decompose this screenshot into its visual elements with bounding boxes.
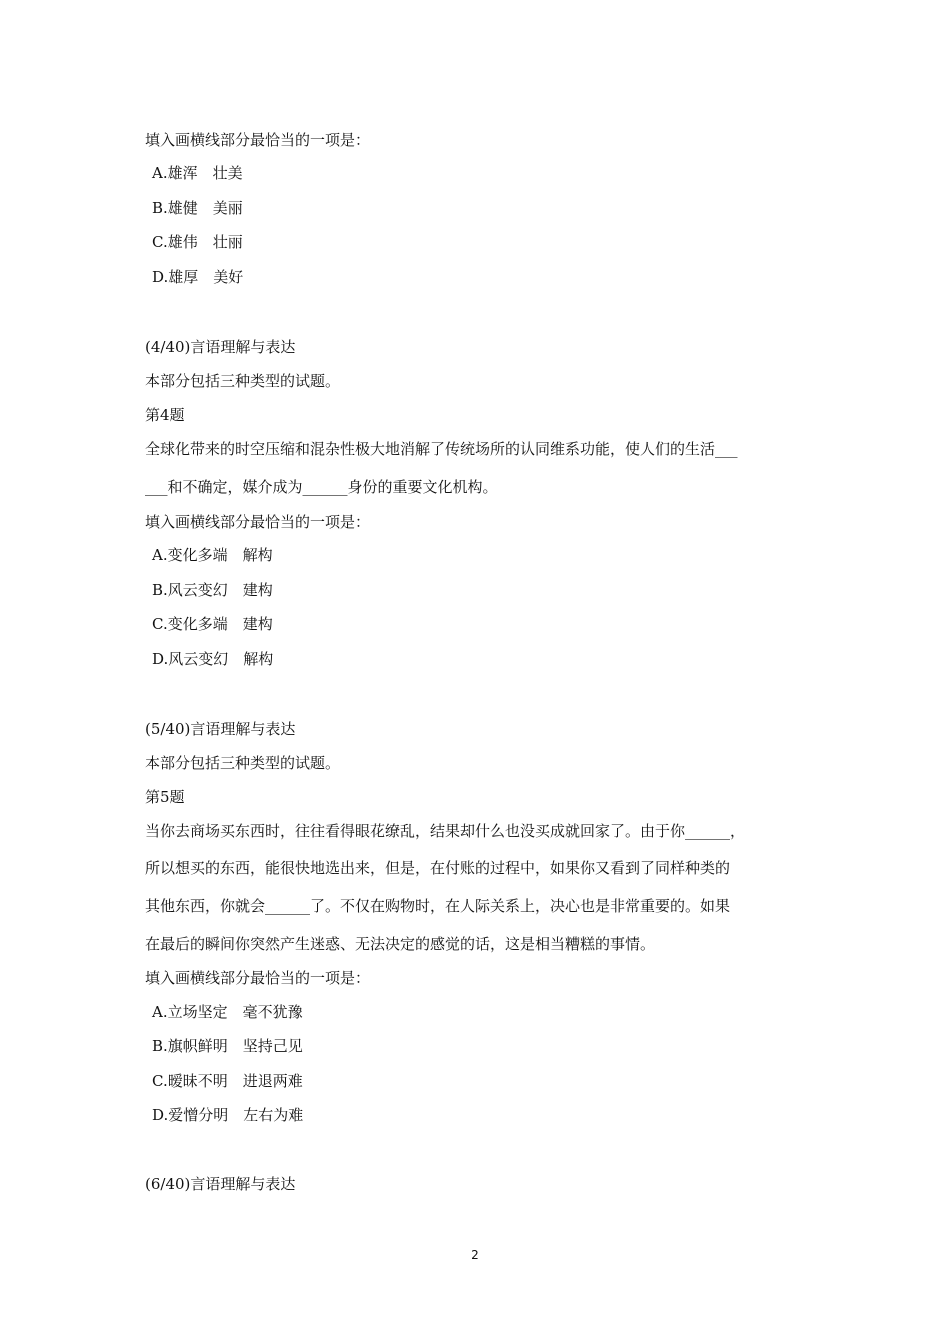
q4-number: 第4题 xyxy=(145,406,185,424)
q6-section-header: (6/40)言语理解与表达 xyxy=(145,1175,296,1193)
q5-option-c: C.暧昧不明 进退两难 xyxy=(152,1072,303,1090)
page-number: 2 xyxy=(471,1248,479,1262)
q5-intro: 本部分包括三种类型的试题。 xyxy=(145,754,341,772)
q5-body-line: 所以想买的东西，能很快地选出来，但是，在付账的过程中，如果你又看到了同样种类的 xyxy=(145,859,731,877)
q3-option-c: C.雄伟 壮丽 xyxy=(152,233,243,251)
q4-section-header: (4/40)言语理解与表达 xyxy=(145,338,296,356)
q5-option-b: B.旗帜鲜明 坚持己见 xyxy=(152,1037,303,1055)
q5-body-line: 其他东西，你就会______了。不仅在购物时，在人际关系上，决心也是非常重要的。如果 xyxy=(145,897,731,915)
q4-body-line: 全球化带来的时空压缩和混杂性极大地消解了传统场所的认同维系功能，使人们的生活___ xyxy=(145,440,738,458)
q5-prompt: 填入画横线部分最恰当的一项是： xyxy=(145,969,371,987)
q4-option-a: A.变化多端 解构 xyxy=(152,546,273,564)
q5-body-line: 在最后的瞬间你突然产生迷惑、无法决定的感觉的话，这是相当糟糕的事情。 xyxy=(145,935,656,953)
q5-option-d: D.爱憎分明 左右为难 xyxy=(152,1106,304,1124)
q4-intro: 本部分包括三种类型的试题。 xyxy=(145,372,341,390)
q4-option-b: B.风云变幻 建构 xyxy=(152,581,273,599)
q3-prompt: 填入画横线部分最恰当的一项是： xyxy=(145,131,371,149)
q3-option-b: B.雄健 美丽 xyxy=(152,199,243,217)
q3-option-a: A.雄浑 壮美 xyxy=(152,164,243,182)
q4-option-d: D.风云变幻 解构 xyxy=(152,650,274,668)
q5-body-line: 当你去商场买东西时，往往看得眼花缭乱，结果却什么也没买成就回家了。由于你______， xyxy=(145,822,746,840)
q5-number: 第5题 xyxy=(145,788,185,806)
q4-option-c: C.变化多端 建构 xyxy=(152,615,273,633)
q5-option-a: A.立场坚定 毫不犹豫 xyxy=(152,1003,303,1021)
q3-option-d: D.雄厚 美好 xyxy=(152,268,244,286)
q4-prompt: 填入画横线部分最恰当的一项是： xyxy=(145,513,371,531)
q4-body-line: ___和不确定，媒介成为______身份的重要文化机构。 xyxy=(145,478,498,496)
q5-section-header: (5/40)言语理解与表达 xyxy=(145,720,296,738)
